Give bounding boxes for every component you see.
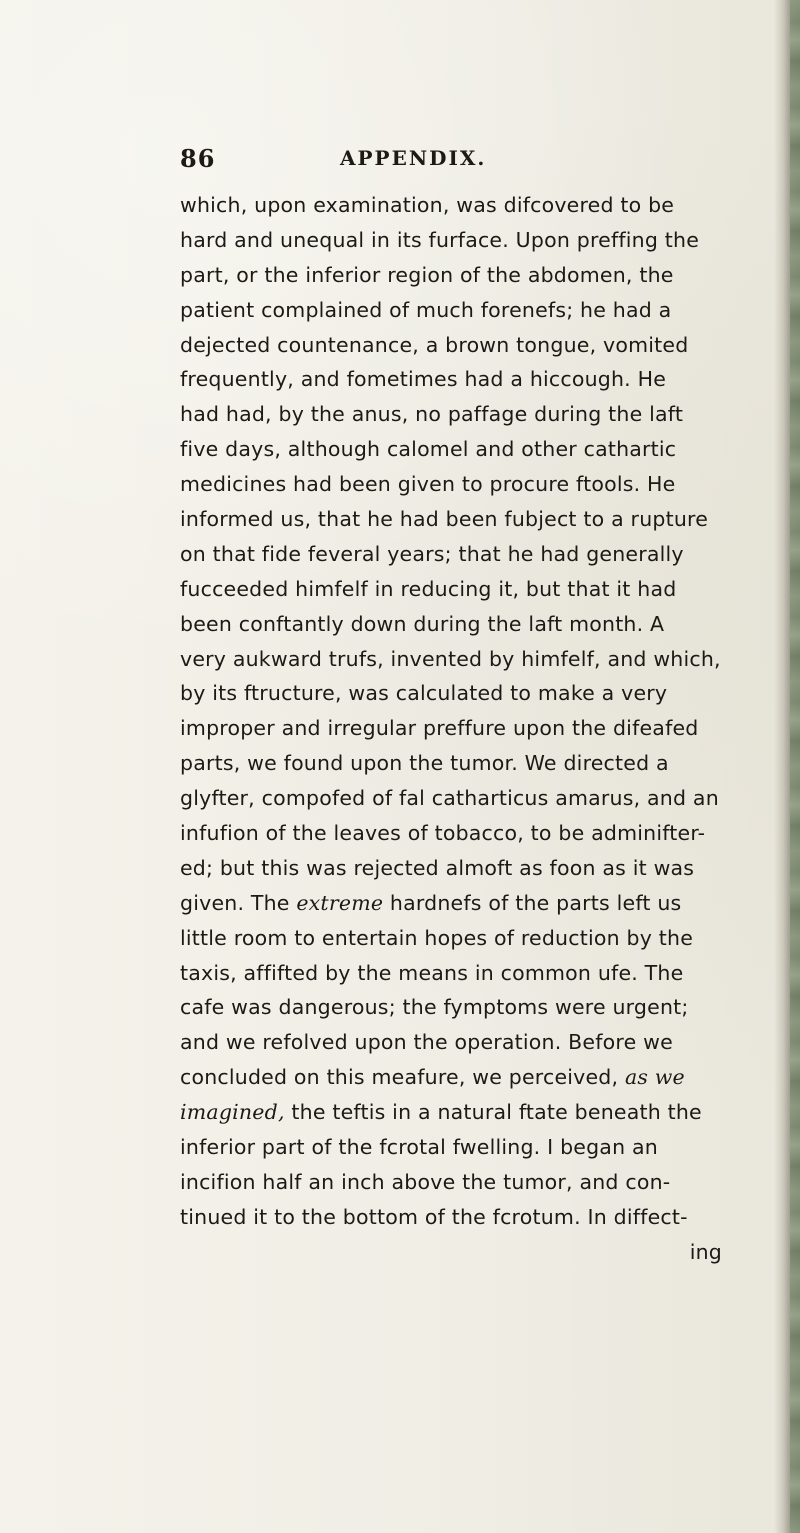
italic-text: imagined, [180,1100,285,1125]
text-line: incifion half an inch above the tumor, and con- [180,1169,671,1194]
text-line: ed; but this was rejected almoft as foon as it was [180,855,695,880]
italic-text: as we [624,1065,685,1090]
text-run: hardnefs of the parts left us [383,890,682,915]
text-line: fucceeded himfelf in reducing it, but that it had [180,576,677,601]
page-edge-strip [790,0,800,1533]
text-line: which, upon examination, was difcovered to be [180,193,675,217]
text-line [180,1060,740,1095]
text-line: very aukward trufs, invented by himfelf, and which, [180,646,721,671]
text-line: had had, by the anus, no paffage during the laft [180,402,684,427]
running-head: APPENDIX. [340,146,487,170]
text-line: tinued it to the bottom of the fcrotum. In diffect- [180,1204,688,1229]
text-line: medicines had been given to procure ftools. He [180,472,676,497]
text-line: improper and irregular preffure upon the difeafed [180,716,699,741]
text-line: dejected countenance, a brown tongue, vomited [180,332,689,357]
text-line [180,1095,740,1130]
catchword: ing [689,1239,722,1264]
text-line: little room to entertain hopes of reduction by the [180,925,694,950]
text-run: concluded on this meafure, we perceived, [180,1065,619,1090]
text-run: the teftis in a natural ftate beneath the [284,1100,702,1125]
text-line: cafe was dangerous; the fymptoms were urgent; [180,995,689,1020]
page-number: 86 [180,144,216,173]
text-line [180,886,740,921]
text-line: by its ftructure, was calculated to make a very [180,681,668,706]
text-run: given. The [180,890,297,915]
text-line: infufion of the leaves of tobacco, to be adminifter- [180,821,706,846]
body-text [180,188,740,1270]
page-header [180,144,700,184]
text-line: glyfter, compofed of fal catharticus amarus, and an [180,786,719,811]
text-line: five days, although calomel and other cathartic [180,437,677,462]
text-line: been conftantly down during the laft month. A [180,611,665,636]
text-line: patient complained of much forenefs; he had a [180,297,672,322]
text-line: parts, we found upon the tumor. We directed a [180,751,669,776]
text-line: hard and unequal in its furface. Upon preffing the [180,227,700,252]
text-line: taxis, affifted by the means in common ufe. The [180,960,684,985]
text-line: part, or the inferior region of the abdomen, the [180,262,674,287]
text-line: and we refolved upon the operation. Before we [180,1030,673,1055]
italic-text: extreme [296,890,384,915]
text-line: informed us, that he had been fubject to a rupture [180,507,709,532]
text-line: on that fide feveral years; that he had generally [180,541,684,566]
text-line: inferior part of the fcrotal fwelling. I began an [180,1135,658,1160]
text-line: frequently, and fometimes had a hiccough. He [180,367,667,392]
